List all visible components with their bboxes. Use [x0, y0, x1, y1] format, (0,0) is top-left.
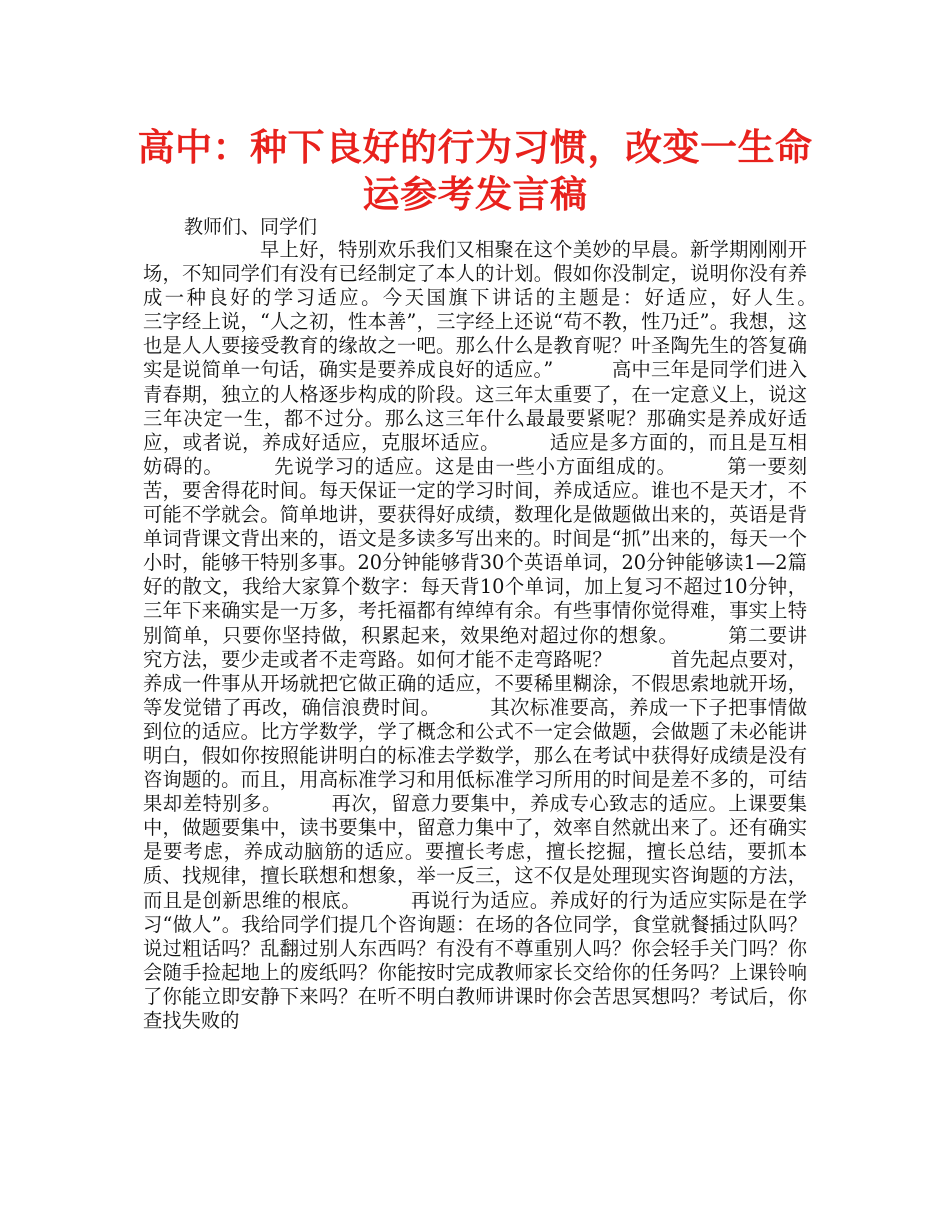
- document-title: 高中：种下良好的行为习惯，改变一生命运参考发言稿: [137, 126, 813, 216]
- speech-body: 早上好，特别欢乐我们又相聚在这个美妙的早晨。新学期刚刚开场，不知同学们有没有已经制定了本人的计划。假如你没制定，说明你没有养成一种良好的学习适应。今天国旗下讲话的主题是：好适应，好人生。 三字经上说，“人之初，性本善”，三字经上还说“苟不教，性乃迁”。我想，这也是人人要接受教育的缘故之一吧。那么什么是教育呢？叶圣陶先生的答复确实是说简单一句话，确实是要养成良好的适应。” 高中三年是同学们进入青春期，独立的人格逐步构成的阶段。这三年太重要了，在一定意义上，说这三年决定一生，都不过分。那么这三年什么最最要紧呢？那确实是养成好适应，或者说，养成好适应，克服坏适应。 适应是多方面的，而且是互相妨碍的。 先说学习的适应。这是由一些小方面组成的。 第一要刻苦，要舍得花时间。每天保证一定的学习时间，养成适应。谁也不是天才，不可能不学就会。简单地讲，要获得好成绩，数理化是做题做出来的，英语是背单词背课文背出来的，语文是多读多写出来的。时间是“抓”出来的，每天一个小时，能够干特别多事。20分钟能够背30个英语单词，20分钟能够读1—2篇好的散文，我给大家算个数字：每天背10个单词，加上复习不超过10分钟，三年下来确实是一万多，考托福都有绰绰有余。有些事情你觉得难，事实上特别简单，只要你坚持做，积累起来，效果绝对超过你的想象。 第二要讲究方法，要少走或者不走弯路。如何才能不走弯路呢？ 首先起点要对，养成一件事从开场就把它做正确的适应，不要稀里糊涂，不假思索地就开场，等发觉错了再改，确信浪费时间。 其次标准要高，养成一下子把事情做到位的适应。比方学数学，学了概念和公式不一定会做题，会做题了未必能讲明白，假如你按照能讲明白的标准去学数学，那么在考试中获得好成绩是没有咨询题的。而且，用高标准学习和用低标准学习所用的时间是差不多的，可结果却差特别多。 再次，留意力要集中，养成专心致志的适应。上课要集中，做题要集中，读书要集中，留意力集中了，效率自然就出来了。还有确实是要考虑，养成动脑筋的适应。要擅长考虑，擅长挖掘，擅长总结，要抓本质、找规律，擅长联想和想象，举一反三，这不仅是处理现实咨询题的方法，而且是创新思维的根底。 再说行为适应。养成好的行为适应实际是在学习“做人”。我给同学们提几个咨询题：在场的各位同学，食堂就餐插过队吗？说过粗话吗？乱翻过别人东西吗？有没有不尊重别人吗？你会轻手关门吗？你会随手捡起地上的废纸吗？你能按时完成教师家长交给你的任务吗？上课铃响了你能立即安静下来吗？在听不明白教师讲课时你会苦思冥想吗？考试后，你查找失败的: [143, 238, 865, 1032]
- salutation: 教师们、同学们: [184, 216, 318, 238]
